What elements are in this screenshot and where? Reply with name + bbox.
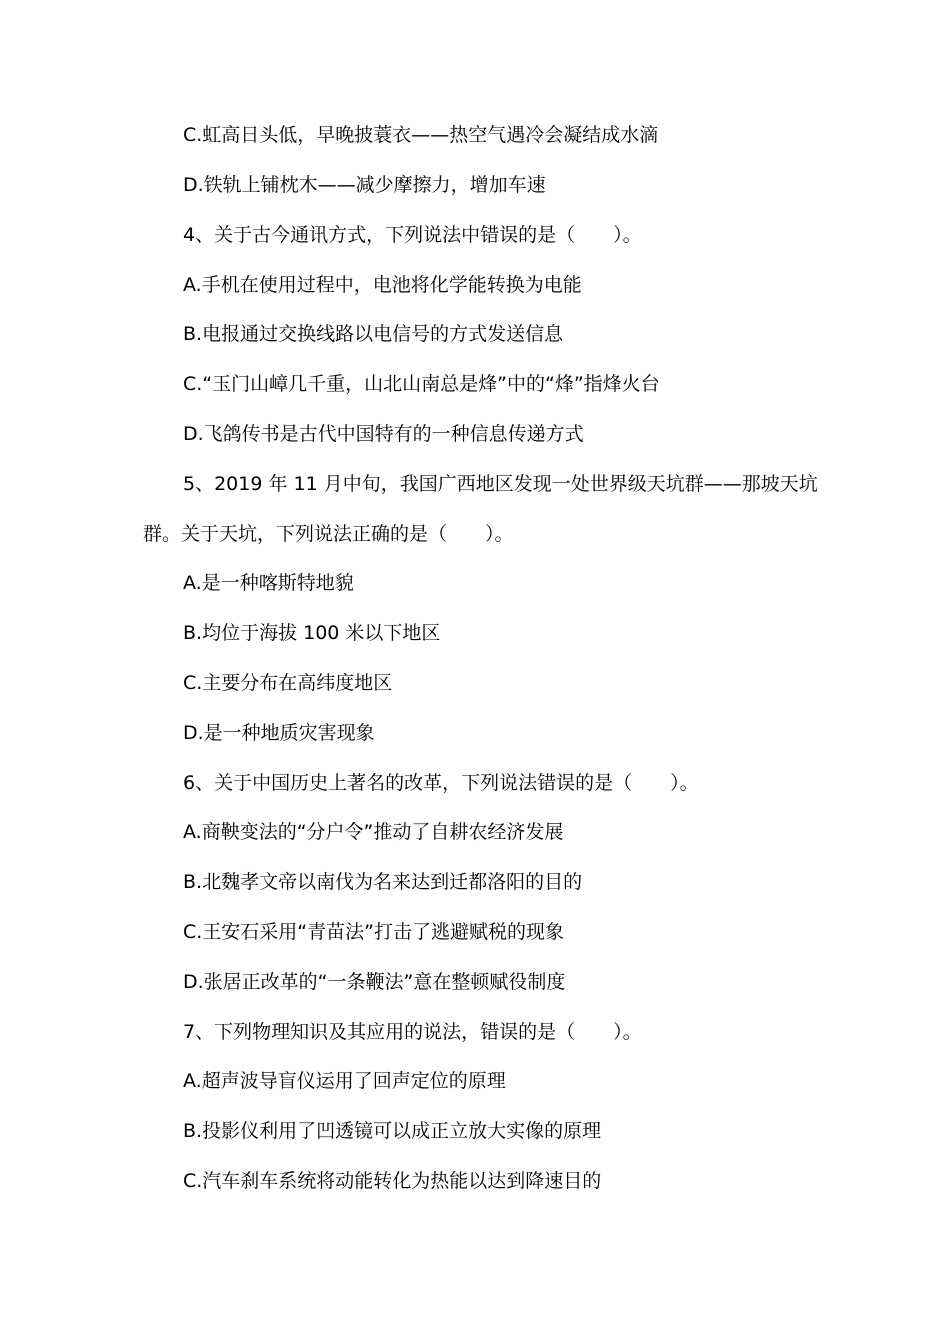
q4-option-c: C.“玉门山嶂几千重，山北山南总是烽”中的“烽”指烽火台 [183,373,660,395]
q4-option-a: A.手机在使用过程中，电池将化学能转换为电能 [183,274,582,296]
q3-option-c: C.虹高日头低，早晚披蓑衣——热空气遇冷会凝结成水滴 [183,124,659,146]
q6-option-c: C.王安石采用“青苗法”打击了逃避赋税的现象 [183,921,564,943]
q4-option-d: D.飞鸽传书是古代中国特有的一种信息传递方式 [183,423,584,445]
q5-option-b: B.均位于海拔 100 米以下地区 [183,622,441,644]
q4-stem: 4、关于古今通讯方式，下列说法中错误的是（ ）。 [183,224,642,246]
q7-option-b: B.投影仪利用了凹透镜可以成正立放大实像的原理 [183,1120,602,1142]
q6-stem: 6、关于中国历史上著名的改革，下列说法错误的是（ ）。 [183,772,699,794]
q5-stem-line1: 5、2019 年 11 月中旬，我国广西地区发现一处世界级天坑群——那坡天坑 [183,473,818,495]
q3-option-d: D.铁轨上铺枕木——减少摩擦力，增加车速 [183,174,546,196]
q7-stem: 7、下列物理知识及其应用的说法，错误的是（ ）。 [183,1021,642,1043]
q4-option-b: B.电报通过交换线路以电信号的方式发送信息 [183,323,564,345]
q6-option-b: B.北魏孝文帝以南伐为名来达到迁都洛阳的目的 [183,871,583,893]
q5-option-c: C.主要分布在高纬度地区 [183,672,393,694]
q5-stem-line2: 群。关于天坑，下列说法正确的是（ ）。 [143,523,514,545]
q6-option-a: A.商鞅变法的“分户令”推动了自耕农经济发展 [183,821,564,843]
q5-option-a: A.是一种喀斯特地貌 [183,572,354,594]
q5-option-d: D.是一种地质灾害现象 [183,722,375,744]
q7-option-c: C.汽车刹车系统将动能转化为热能以达到降速目的 [183,1170,602,1192]
q7-option-a: A.超声波导盲仪运用了回声定位的原理 [183,1070,506,1092]
q6-option-d: D.张居正改革的“一条鞭法”意在整顿赋役制度 [183,971,566,993]
